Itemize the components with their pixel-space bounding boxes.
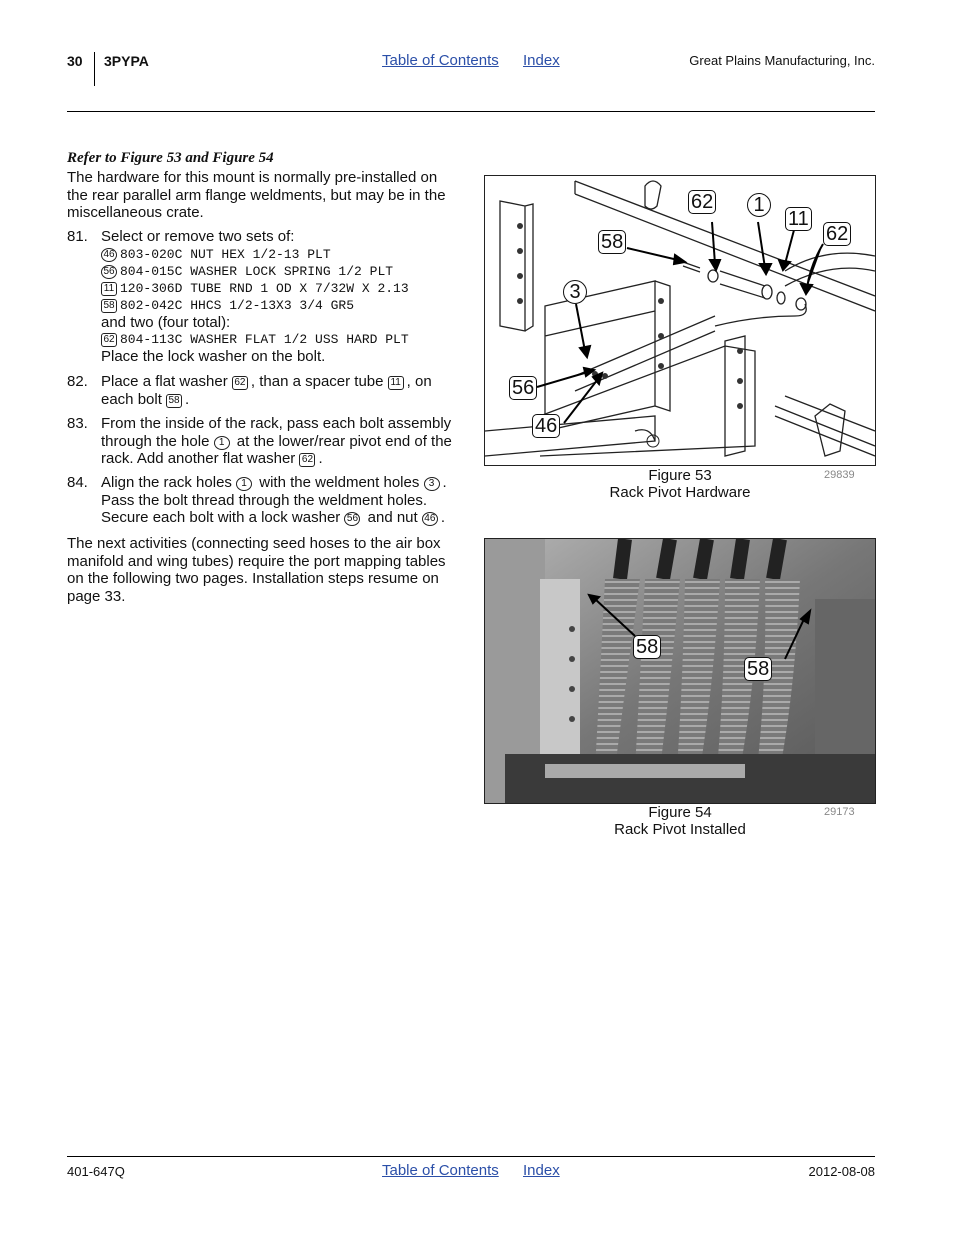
part-item [101, 280, 457, 297]
ref-marker: 62 [232, 376, 248, 390]
callout-1: 1 [747, 193, 771, 217]
part-text: 804-015C WASHER LOCK SPRING 1/2 PLT [120, 263, 394, 279]
step-number: 82. [67, 373, 88, 390]
ref-marker: 56 [101, 265, 117, 279]
ref-marker: 11 [388, 376, 404, 390]
company-name: Great Plains Manufacturing, Inc. [689, 53, 875, 68]
figure-54-number: 29173 [824, 806, 855, 818]
figure-54-image [484, 538, 876, 804]
figure-label: Figure 53 [648, 467, 712, 484]
callout-3: 3 [563, 280, 587, 304]
part-text: 120-306D TUBE RND 1 OD X 7/32W X 2.13 [120, 280, 409, 296]
ref-marker: 62 [101, 333, 117, 347]
header-rule [67, 111, 875, 112]
figure-53-image [484, 175, 876, 466]
text-run: From the inside of the rack, pass each bolt assembly through the hole [101, 415, 452, 450]
step-number: 83. [67, 415, 88, 432]
ref-marker: 46 [101, 248, 117, 262]
step-text: Select or remove two sets of: [101, 228, 295, 245]
text-run: and nut [363, 509, 422, 526]
figure-53-caption [485, 467, 875, 501]
text-run: , than a spacer tube [250, 373, 388, 390]
intro-paragraph: The hardware for this mount is normally pre-installed on the rear parallel arm flange weldments, but may be in the miscellaneous crate. [67, 169, 446, 221]
refer-note: Refer to Figure 53 and Figure 54 [67, 150, 274, 166]
text-run: . [318, 450, 323, 467]
rack-pivot-installed-photo [485, 539, 875, 803]
part-text: 802-042C HHCS 1/2-13X3 3/4 GR5 [120, 297, 355, 313]
ref-marker: 58 [101, 299, 117, 313]
ref-marker: 1 [236, 477, 252, 491]
parts-list [101, 246, 457, 314]
page-number: 30 [67, 53, 83, 69]
text-run: Align the rack holes [101, 474, 237, 491]
doc-code: 3PYPA [104, 53, 149, 69]
step-text [101, 373, 457, 408]
ref-marker: 56 [344, 512, 360, 526]
part-text: 804-113C WASHER FLAT 1/2 USS HARD PLT [120, 332, 409, 347]
callout-58: 58 [598, 230, 626, 254]
figure-label: Figure 54 [648, 804, 712, 821]
ref-marker: 58 [166, 394, 182, 408]
callout-62: 62 [688, 190, 716, 214]
step-81 [67, 228, 457, 366]
ref-marker: 62 [299, 453, 315, 467]
step-83 [67, 415, 457, 468]
text-run: , on each bolt [101, 373, 432, 408]
footer-toc-link[interactable]: Table of Contents [382, 1162, 499, 1179]
ref-marker: 11 [101, 282, 117, 296]
part-item [101, 263, 457, 280]
step-text [101, 474, 457, 527]
step-tail: Place the lock washer on the bolt. [101, 348, 326, 365]
next-paragraph: The next activities (connecting seed hoses to the air box manifold and wing tubes) require the port mapping tables on the following two pages. Installation steps resume on page 33. [67, 535, 446, 605]
callout-56: 56 [509, 376, 537, 400]
doc-date: 2012-08-08 [808, 1164, 875, 1179]
text-run: . Pass the bolt thread through the weldment holes. Secure each bolt with a lock washer [101, 474, 447, 526]
text-run: with the weldment holes [255, 474, 424, 491]
footer-index-link[interactable]: Index [523, 1162, 560, 1179]
part-text: 803-020C NUT HEX 1/2-13 PLT [120, 246, 331, 262]
text-run: . [185, 390, 190, 408]
step-82 [67, 373, 457, 408]
header-divider [94, 52, 95, 86]
callout-62: 62 [823, 222, 851, 246]
ref-marker: 3 [424, 477, 440, 491]
callout-11: 11 [785, 207, 812, 231]
callout-46: 46 [532, 414, 560, 438]
step-84 [67, 474, 457, 527]
ref-marker: 1 [214, 436, 230, 450]
part-item [101, 246, 457, 263]
figure-53-number: 29839 [824, 469, 855, 481]
part-item [101, 331, 457, 348]
text-run: at the lower/rear pivot end of the rack. Add another flat washer [101, 432, 452, 467]
doc-id: 401-647Q [67, 1164, 125, 1179]
step-number: 84. [67, 474, 88, 491]
footer-rule [67, 1156, 875, 1157]
part-item [101, 297, 457, 314]
figure-title: Rack Pivot Installed [614, 821, 746, 838]
figure-title: Rack Pivot Hardware [609, 484, 751, 501]
parts-list-2 [101, 331, 457, 348]
step-number: 81. [67, 228, 88, 245]
index-link[interactable]: Index [523, 52, 560, 69]
text-run: Place a flat washer [101, 373, 232, 390]
toc-link[interactable]: Table of Contents [382, 52, 499, 69]
callout-58: 58 [744, 657, 772, 681]
text-run: . [440, 509, 446, 526]
callout-58: 58 [633, 635, 661, 659]
figure-54-caption [485, 804, 875, 838]
and-two-text: and two (four total): [101, 313, 231, 331]
ref-marker: 46 [422, 512, 438, 526]
step-text [101, 415, 457, 468]
